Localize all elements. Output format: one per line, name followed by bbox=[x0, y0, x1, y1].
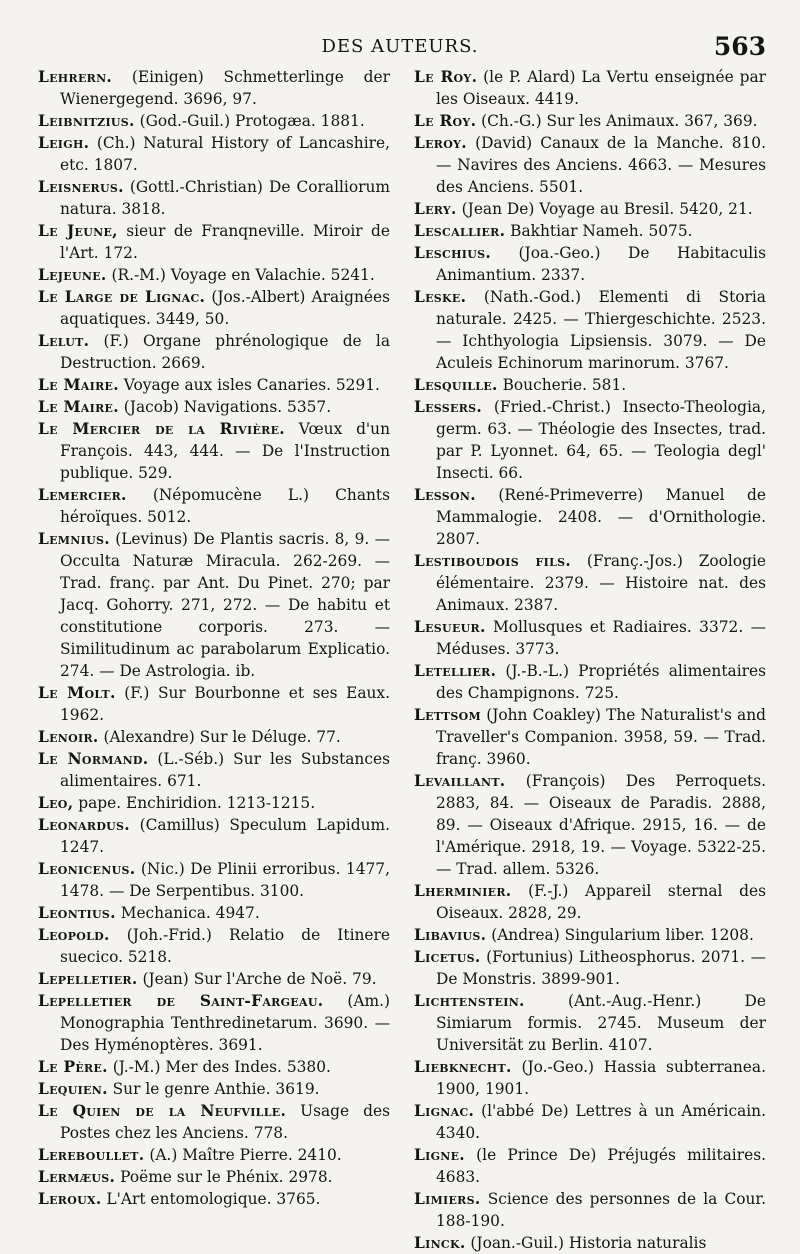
index-entry bbox=[414, 286, 766, 374]
entry-author: Levaillant. bbox=[414, 772, 506, 790]
index-entry bbox=[414, 1144, 766, 1188]
index-entry bbox=[414, 704, 766, 770]
index-entry bbox=[414, 770, 766, 880]
entry-author: Licetus. bbox=[414, 948, 481, 966]
index-entry bbox=[38, 814, 390, 858]
entry-author: Ligne. bbox=[414, 1146, 465, 1164]
entry-author: Lelut. bbox=[38, 332, 90, 350]
entry-works: (Jos.-Albert) Araignées aquatiques. 3449, 50. bbox=[60, 288, 390, 328]
entry-author: Leonardus. bbox=[38, 816, 130, 834]
entry-works: (Einigen) Schmetterlinge der Wienergegend. 3696, 97. bbox=[60, 68, 390, 108]
entry-author: Lescallier. bbox=[414, 222, 506, 240]
running-head: DES AUTEURS. bbox=[321, 36, 479, 57]
left-column bbox=[38, 66, 390, 1210]
index-entry bbox=[38, 1166, 390, 1188]
entry-author: Lemnius. bbox=[38, 530, 110, 548]
entry-author: Le Quien de la Neufville. bbox=[38, 1102, 287, 1120]
entry-works: (David) Canaux de la Manche. 810. — Navires des Anciens. 4663. — Mesures des Anciens. 5501. bbox=[436, 134, 766, 196]
entry-author: Leschius. bbox=[414, 244, 492, 262]
entry-author: Le Jeune, bbox=[38, 222, 118, 240]
index-entry bbox=[414, 198, 766, 220]
index-entry bbox=[414, 924, 766, 946]
index-entry bbox=[414, 1232, 766, 1254]
index-entry bbox=[38, 132, 390, 176]
index-entry bbox=[414, 242, 766, 286]
entry-works: (Joh.-Frid.) Relatio de Itinere suecico. 5218. bbox=[60, 926, 390, 966]
entry-works: (Am.) Monographia Tenthredinetarum. 3690. — Des Hyménoptères. 3691. bbox=[60, 992, 390, 1054]
entry-works: (Nic.) De Plinii erroribus. 1477, 1478. — De Serpentibus. 3100. bbox=[60, 860, 390, 900]
index-entry bbox=[414, 132, 766, 198]
entry-works: (A.) Maître Pierre. 2410. bbox=[149, 1146, 342, 1164]
entry-author: Lichtenstein. bbox=[414, 992, 525, 1010]
entry-author: Leonicenus. bbox=[38, 860, 136, 878]
entry-author: Lettsom bbox=[414, 706, 481, 724]
entry-works: (Ch.-G.) Sur les Animaux. 367, 369. bbox=[481, 112, 758, 130]
entry-works: Voyage aux isles Canaries. 5291. bbox=[123, 376, 380, 394]
index-entry bbox=[38, 1144, 390, 1166]
entry-author: Lherminier. bbox=[414, 882, 512, 900]
entry-works: (R.-M.) Voyage en Valachie. 5241. bbox=[111, 266, 375, 284]
page-header bbox=[0, 32, 800, 62]
entry-author: Lesueur. bbox=[414, 618, 486, 636]
entry-author: Lessers. bbox=[414, 398, 483, 416]
entry-works: L'Art entomologique. 3765. bbox=[106, 1190, 321, 1208]
index-entry bbox=[38, 1078, 390, 1100]
entry-works: (F.) Sur Bourbonne et ses Eaux. 1962. bbox=[60, 684, 390, 724]
entry-works: Mechanica. 4947. bbox=[120, 904, 260, 922]
entry-author: Le Père. bbox=[38, 1058, 108, 1076]
index-entry bbox=[38, 1188, 390, 1210]
index-entry bbox=[38, 924, 390, 968]
entry-works: (F.-J.) Appareil sternal des Oiseaux. 2828, 29. bbox=[436, 882, 766, 922]
index-entry bbox=[414, 220, 766, 242]
entry-works: (Jo.-Geo.) Hassia subterranea. 1900, 1901. bbox=[436, 1058, 766, 1098]
entry-author: Le Normand. bbox=[38, 750, 149, 768]
entry-works: (Gottl.-Christian) De Coralliorum natura. 3818. bbox=[60, 178, 390, 218]
index-entry bbox=[414, 110, 766, 132]
entry-works: Mollusques et Radiaires. 3372. — Méduses. 3773. bbox=[436, 618, 766, 658]
index-entry bbox=[38, 792, 390, 814]
index-entry bbox=[414, 990, 766, 1056]
entry-author: Leibnitzius. bbox=[38, 112, 135, 130]
index-entry bbox=[38, 110, 390, 132]
entry-works: sieur de Franqneville. Miroir de l'Art. 172. bbox=[60, 222, 390, 262]
index-entry bbox=[38, 330, 390, 374]
index-entry bbox=[38, 374, 390, 396]
entry-author: Lequien. bbox=[38, 1080, 108, 1098]
entry-author: Lejeune. bbox=[38, 266, 107, 284]
entry-author: Leo, bbox=[38, 794, 74, 812]
entry-works: Usage des Postes chez les Anciens. 778. bbox=[60, 1102, 390, 1142]
entry-author: Lenoir. bbox=[38, 728, 99, 746]
entry-author: Lehrern. bbox=[38, 68, 113, 86]
entry-works: (J.-B.-L.) Propriétés alimentaires des Champignons. 725. bbox=[436, 662, 766, 702]
right-column bbox=[414, 66, 766, 1254]
entry-author: Lepelletier. bbox=[38, 970, 138, 988]
entry-works: (God.-Guil.) Protogæa. 1881. bbox=[139, 112, 365, 130]
entry-works: (Jacob) Navigations. 5357. bbox=[123, 398, 332, 416]
entry-works: (L.-Séb.) Sur les Substances alimentaires. 671. bbox=[60, 750, 390, 790]
entry-author: Limiers. bbox=[414, 1190, 481, 1208]
entry-author: Le Maire. bbox=[38, 398, 119, 416]
index-entry bbox=[38, 220, 390, 264]
index-entry bbox=[414, 660, 766, 704]
page-number: 563 bbox=[713, 32, 766, 61]
index-entry bbox=[38, 418, 390, 484]
entry-author: Lery. bbox=[414, 200, 457, 218]
index-entry bbox=[38, 990, 390, 1056]
entry-author: Le Roy. bbox=[414, 68, 478, 86]
entry-works: (F.) Organe phrénologique de la Destruction. 2669. bbox=[60, 332, 390, 372]
entry-works: (l'abbé De) Lettres à un Américain. 4340. bbox=[436, 1102, 766, 1142]
entry-author: Leroux. bbox=[38, 1190, 102, 1208]
entry-works: (Jean De) Voyage au Bresil. 5420, 21. bbox=[461, 200, 753, 218]
index-entry bbox=[414, 66, 766, 110]
entry-works: (John Coakley) The Naturalist's and Traveller's Companion. 3958, 59. — Trad. franç. 3960. bbox=[436, 706, 766, 768]
index-entry bbox=[38, 264, 390, 286]
entry-author: Leroy. bbox=[414, 134, 467, 152]
index-entry bbox=[38, 682, 390, 726]
entry-works: Boucherie. 581. bbox=[502, 376, 627, 394]
entry-author: Lepelletier de Saint-Fargeau. bbox=[38, 992, 324, 1010]
index-entry bbox=[414, 880, 766, 924]
entry-works: (Alexandre) Sur le Déluge. 77. bbox=[103, 728, 341, 746]
index-entry bbox=[38, 286, 390, 330]
index-entry bbox=[38, 748, 390, 792]
entry-author: Leopold. bbox=[38, 926, 110, 944]
index-entry bbox=[414, 550, 766, 616]
index-entry bbox=[38, 1100, 390, 1144]
index-entry bbox=[38, 968, 390, 990]
entry-works: (Joan.-Guil.) Historia naturalis bbox=[470, 1234, 707, 1252]
entry-author: Le Molt. bbox=[38, 684, 116, 702]
entry-author: Libavius. bbox=[414, 926, 487, 944]
index-entry bbox=[414, 1100, 766, 1144]
entry-works: (René-Primeverre) Manuel de Mammalogie. 2408. — d'Ornithologie. 2807. bbox=[436, 486, 766, 548]
entry-works: (Nath.-God.) Elementi di Storia naturale. 2425. — Thiergeschichte. 2523. — Ichthyologia Lipsiensis. 3079. — De Aculeis Echinorum marinorum. 3767. bbox=[436, 288, 766, 372]
entry-works: Poëme sur le Phénix. 2978. bbox=[120, 1168, 333, 1186]
entry-works: (Andrea) Singularium liber. 1208. bbox=[491, 926, 754, 944]
entry-author: Letellier. bbox=[414, 662, 497, 680]
entry-works: (Levinus) De Plantis sacris. 8, 9. — Occulta Naturæ Miracula. 262-269. — Trad. franç. par Ant. Du Pinet. 270; par Jacq. Gohorry. 271, 272. — De habitu et constitutione corporis. 273. — Similitudinum ac parabolarum Explicatio. 274. — De Astrologia. ib. bbox=[60, 530, 390, 680]
entry-author: Lemercier. bbox=[38, 486, 127, 504]
index-entry bbox=[38, 176, 390, 220]
entry-works: pape. Enchiridion. 1213-1215. bbox=[78, 794, 316, 812]
entry-author: Le Maire. bbox=[38, 376, 119, 394]
entry-works: Bakhtiar Nameh. 5075. bbox=[510, 222, 693, 240]
entry-works: (Fried.-Christ.) Insecto-Theologia, germ. 63. — Théologie des Insectes, trad. par P. Lyonnet. 64, 65. — Teologia degl' Insecti. 66. bbox=[436, 398, 766, 482]
index-entry bbox=[414, 484, 766, 550]
entry-author: Le Mercier de la Rivière. bbox=[38, 420, 285, 438]
entry-works: Vœux d'un François. 443, 444. — De l'Instruction publique. 529. bbox=[60, 420, 390, 482]
index-entry bbox=[38, 528, 390, 682]
index-entry bbox=[414, 946, 766, 990]
entry-works: (Franç.-Jos.) Zoologie élémentaire. 2379. — Histoire nat. des Animaux. 2387. bbox=[436, 552, 766, 614]
entry-author: Le Large de Lignac. bbox=[38, 288, 206, 306]
entry-works: (le P. Alard) La Vertu enseignée par les Oiseaux. 4419. bbox=[436, 68, 766, 108]
entry-works: Science des personnes de la Cour. 188-190. bbox=[436, 1190, 766, 1230]
entry-works: (Ant.-Aug.-Henr.) De Simiarum formis. 2745. Museum der Universität zu Berlin. 4107. bbox=[436, 992, 766, 1054]
index-entry bbox=[414, 396, 766, 484]
entry-author: Lesquille. bbox=[414, 376, 498, 394]
entry-author: Lignac. bbox=[414, 1102, 475, 1120]
index-entry bbox=[38, 484, 390, 528]
index-entry bbox=[38, 66, 390, 110]
index-entry bbox=[38, 396, 390, 418]
entry-author: Leigh. bbox=[38, 134, 90, 152]
entry-works: (le Prince De) Préjugés militaires. 4683. bbox=[436, 1146, 766, 1186]
entry-author: Lereboullet. bbox=[38, 1146, 145, 1164]
entry-author: Lesson. bbox=[414, 486, 476, 504]
index-entry bbox=[414, 374, 766, 396]
entry-works: (Fortunius) Litheosphorus. 2071. — De Monstris. 3899-901. bbox=[436, 948, 766, 988]
entry-author: Linck. bbox=[414, 1234, 466, 1252]
entry-works: (Ch.) Natural History of Lancashire, etc. 1807. bbox=[60, 134, 390, 174]
index-entry bbox=[38, 726, 390, 748]
entry-works: Sur le genre Anthie. 3619. bbox=[112, 1080, 320, 1098]
index-entry bbox=[38, 902, 390, 924]
entry-works: (Jean) Sur l'Arche de Noë. 79. bbox=[142, 970, 377, 988]
entry-works: (J.-M.) Mer des Indes. 5380. bbox=[112, 1058, 331, 1076]
entry-author: Leontius. bbox=[38, 904, 116, 922]
entry-author: Lestiboudois fils. bbox=[414, 552, 572, 570]
index-entry bbox=[414, 616, 766, 660]
entry-works: (François) Des Perroquets. 2883, 84. — Oiseaux de Paradis. 2888, 89. — Oiseaux d'Afrique. 2915, 16. — de l'Amérique. 2918, 19. — Voyage. 5322-25. — Trad. allem. 5326. bbox=[436, 772, 766, 878]
entry-author: Leske. bbox=[414, 288, 467, 306]
index-entry bbox=[414, 1056, 766, 1100]
entry-author: Leisnerus. bbox=[38, 178, 124, 196]
entry-works: (Camillus) Speculum Lapidum. 1247. bbox=[60, 816, 390, 856]
entry-author: Le Roy. bbox=[414, 112, 477, 130]
entry-author: Lermæus. bbox=[38, 1168, 116, 1186]
entry-works: (Joa.-Geo.) De Habitaculis Animantium. 2337. bbox=[436, 244, 766, 284]
index-entry bbox=[38, 1056, 390, 1078]
index-entry bbox=[38, 858, 390, 902]
entry-author: Liebknecht. bbox=[414, 1058, 512, 1076]
entry-works: (Népomucène L.) Chants héroïques. 5012. bbox=[60, 486, 390, 526]
index-entry bbox=[414, 1188, 766, 1232]
